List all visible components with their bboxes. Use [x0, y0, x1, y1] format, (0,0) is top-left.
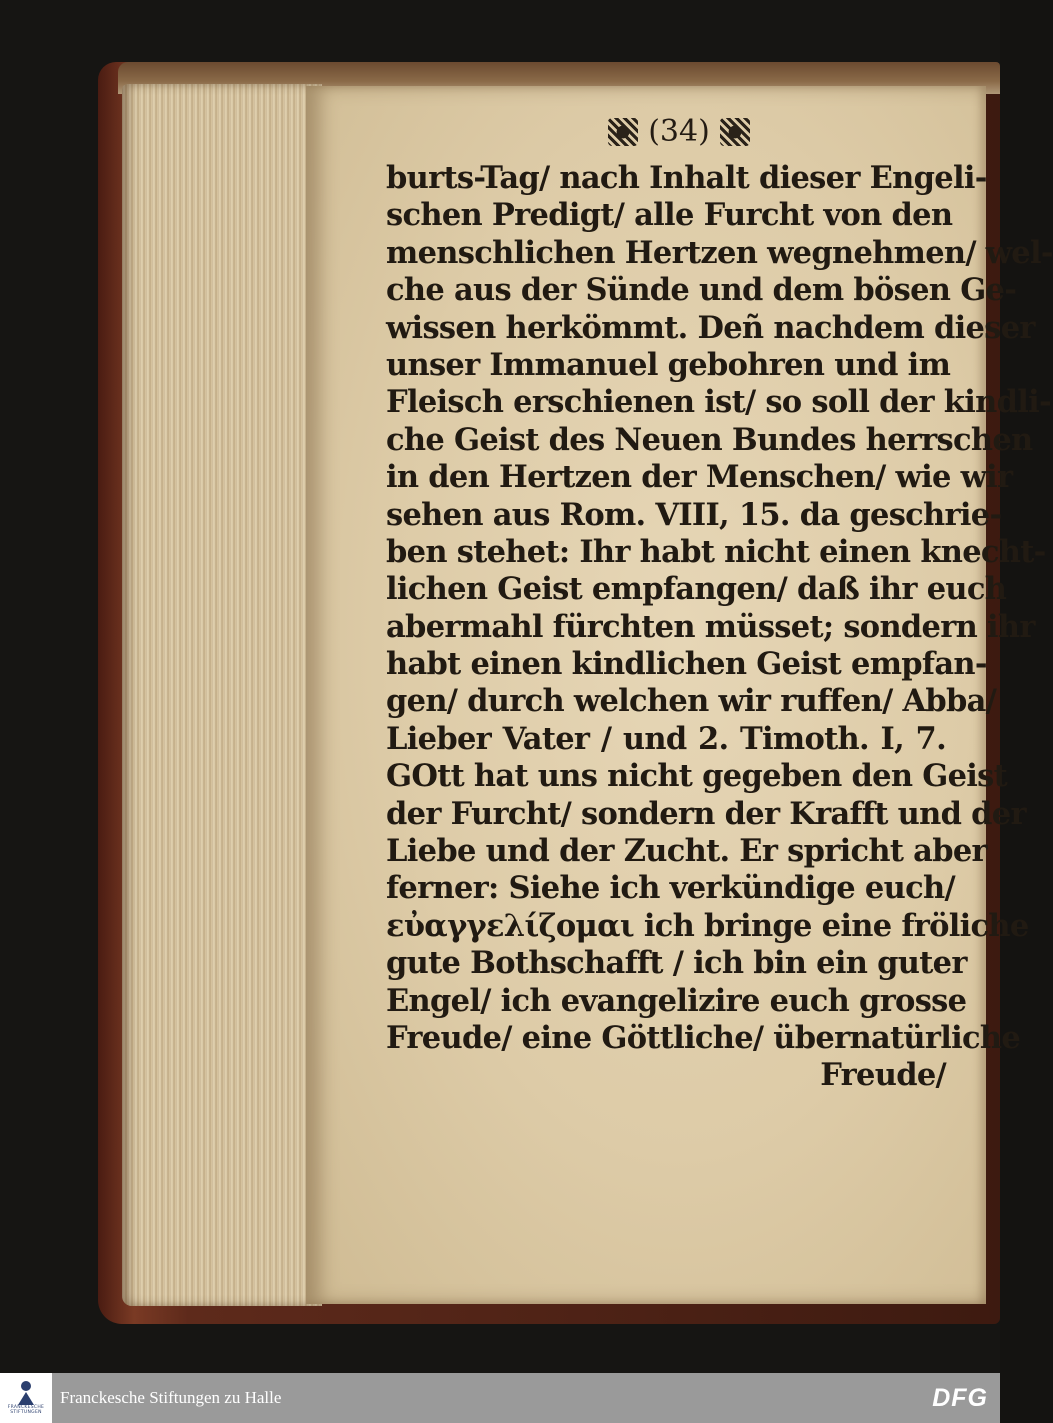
page-edges: [122, 84, 322, 1306]
footer-bar: [0, 1373, 1000, 1423]
logo-emblem-icon: [17, 1381, 35, 1405]
text-line: menschlichen Hertzen wegnehmen/ wel-: [386, 234, 1053, 271]
text-line: unser Immanuel gebohren und im: [386, 346, 951, 383]
text-line: abermahl fürchten müsset; sondern ihr: [386, 608, 1035, 645]
text-line: ferner: Siehe ich verkündige euch/: [386, 870, 955, 907]
text-line: in den Hertzen der Menschen/ wie wir: [386, 459, 1013, 496]
text-line: che Geist des Neuen Bundes herrschen: [386, 421, 1033, 458]
ornament-right-icon: [720, 118, 750, 146]
text-line: Fleisch erschienen ist/ so soll der kindli-: [386, 384, 1051, 421]
text-line: ben stehet: Ihr habt nicht einen knecht-: [386, 533, 1046, 570]
text-line: Engel/ ich evangelizire euch grosse: [386, 982, 967, 1019]
page-header: [584, 112, 774, 152]
text-line: sehen aus Rom. VIII, 15. da geschrie-: [386, 496, 1002, 533]
text-line: GOtt hat uns nicht gegeben den Geist: [386, 758, 1008, 795]
text-line: habt einen kindlichen Geist empfan-: [386, 646, 987, 683]
text-line: der Furcht/ sondern der Krafft und der: [386, 795, 1026, 832]
text-line: schen Predigt/ alle Furcht von den: [386, 197, 953, 234]
ornament-left-icon: [608, 118, 638, 146]
text-line: Freude/ eine Göttliche/ übernatürliche: [386, 1019, 1021, 1056]
text-line: εὐαγγελίζομαι ich bringe eine fröliche: [386, 907, 1029, 944]
text-line: wissen herkömmt. Deñ nachdem dieser: [386, 309, 1035, 346]
page-text: [386, 160, 1053, 1095]
text-line: gute Bothschafft / ich bin ein guter: [386, 945, 967, 982]
page-number: (34): [648, 114, 710, 149]
text-line: gen/ durch welchen wir ruffen/ Abba/: [386, 683, 997, 720]
dfg-logo[interactable]: DFG: [932, 1384, 988, 1412]
institution-label: Franckesche Stiftungen zu Halle: [60, 1388, 282, 1407]
text-line: burts-Tag/ nach Inhalt dieser Engeli-: [386, 160, 987, 196]
text-line: che aus der Sünde und dem bösen Ge-: [386, 272, 1017, 309]
logo-text: FRANCKESCHE STIFTUNGEN: [7, 1405, 45, 1415]
text-line: lichen Geist empfangen/ daß ihr euch: [386, 571, 1007, 608]
text-line: Freude/: [820, 1057, 946, 1094]
text-line: Lieber Vater / und 2. Timoth. I, 7.: [386, 720, 946, 757]
franckesche-logo[interactable]: [0, 1373, 52, 1423]
text-line: Liebe und der Zucht. Er spricht aber: [386, 833, 987, 870]
